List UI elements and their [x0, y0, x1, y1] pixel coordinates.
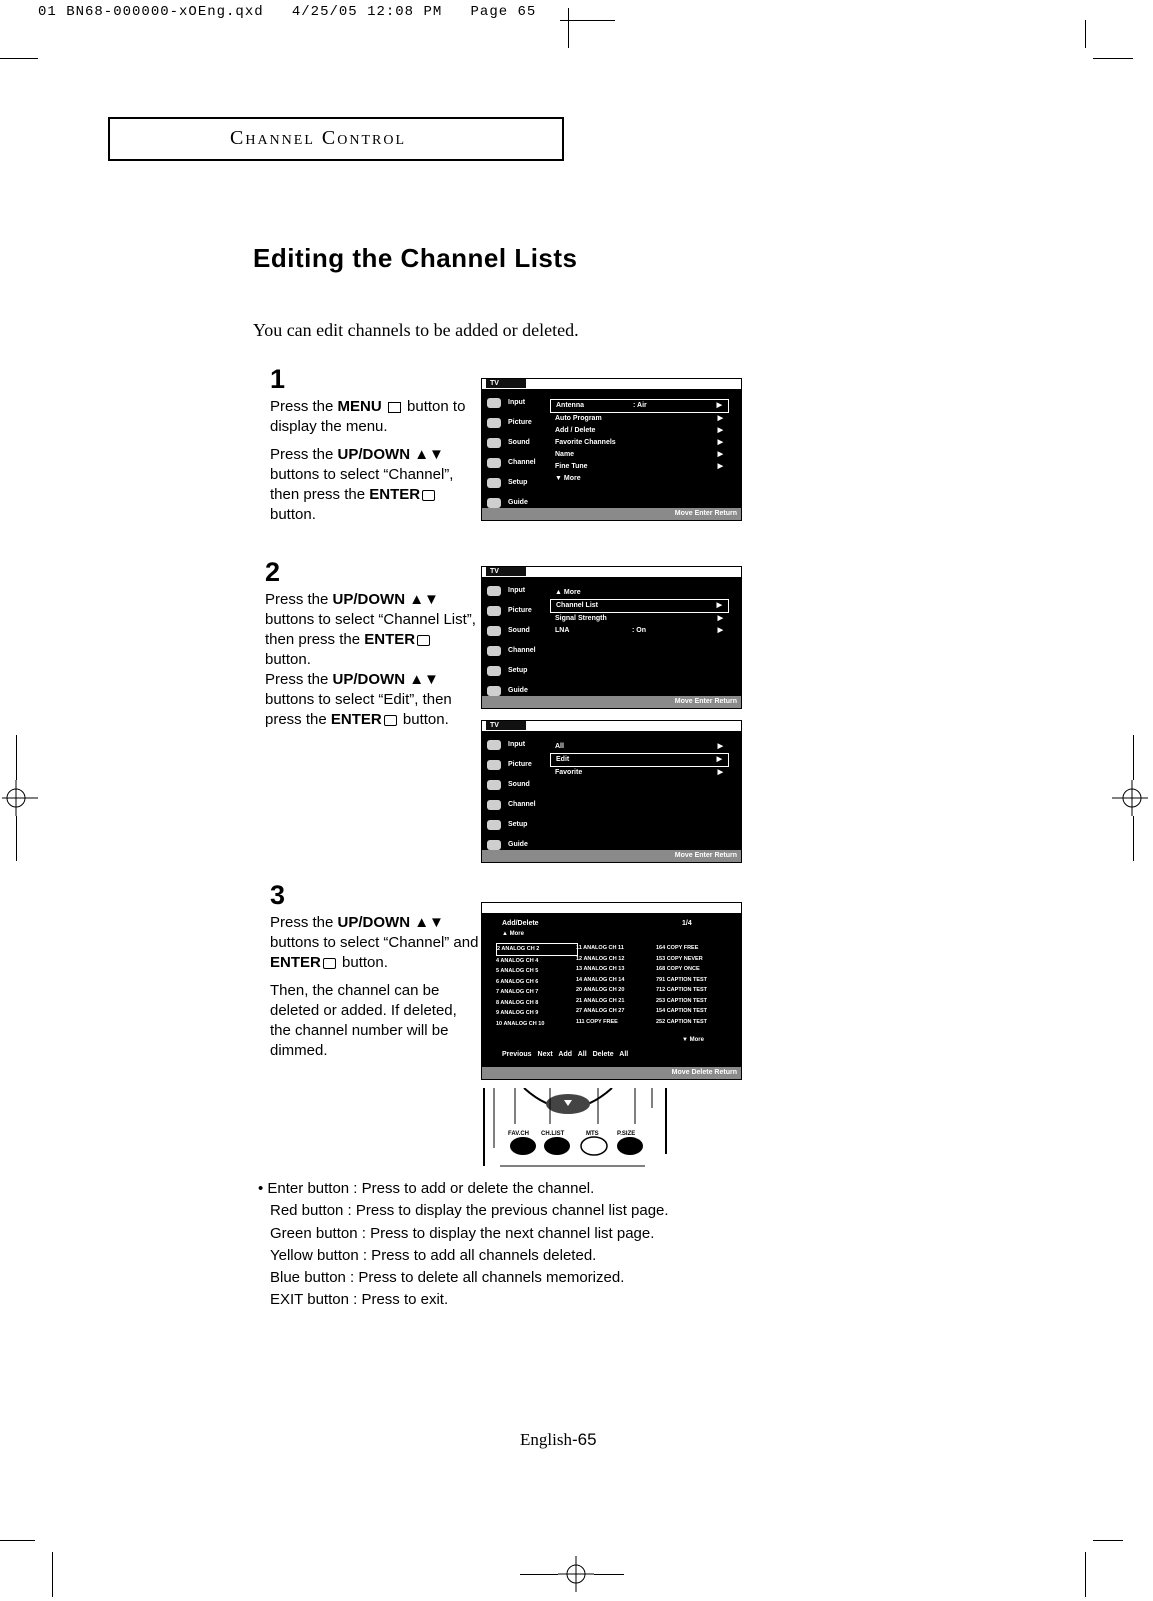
add-all-label: Add All: [558, 1051, 587, 1058]
bullet-green: Green button : Press to display the next channel list page.: [270, 1224, 655, 1242]
channel-entry: 253 CAPTION TEST: [656, 997, 708, 1004]
channel-entry: 2 ANALOG CH 2: [496, 943, 578, 956]
menu-list: [550, 399, 729, 485]
channel-entry: 20 ANALOG CH 20: [576, 987, 625, 993]
arrow-right-icon: ▶: [717, 439, 723, 446]
sidebar-item-setup: Setup: [484, 661, 548, 681]
intro-text: You can edit channels to be added or deleted.: [253, 320, 579, 340]
sidebar-item-sound: Sound: [484, 621, 548, 641]
crop-mark: [16, 735, 17, 780]
button-descriptions: [258, 1178, 669, 1312]
slug-time: 12:08 PM: [367, 4, 443, 20]
crop-mark: [520, 1574, 558, 1575]
step-1-text: [270, 397, 480, 533]
sidebar-item-picture: Picture: [484, 413, 548, 433]
registration-crosshair-icon: [558, 1556, 594, 1592]
channel-entry: 27 ANALOG CH 27: [576, 1008, 625, 1014]
screen-top-bar: [482, 903, 741, 915]
channel-entry: 21 ANALOG CH 21: [576, 997, 625, 1004]
arrow-right-icon: ▶: [717, 769, 723, 776]
channel-entry: 712 CAPTION TEST: [656, 987, 708, 993]
menu-item: Signal Strength ▶: [550, 613, 729, 625]
page-number: [520, 1430, 597, 1450]
arrow-right-icon: ▶: [717, 615, 723, 622]
menu-item: Fine Tune ▶: [550, 461, 729, 473]
enter-icon: [422, 490, 435, 501]
fav-ch-label: FAV.CH: [508, 1131, 530, 1137]
step-paragraph: Press the MENU button to display the menu.: [270, 398, 466, 435]
channel-column-2: [576, 943, 658, 1027]
crop-mark: [16, 816, 17, 861]
fav-ch-button: [510, 1137, 536, 1155]
remote-control-illustration: [480, 1088, 670, 1168]
crop-mark: [1085, 20, 1086, 48]
sidebar-item-sound: Sound: [484, 433, 548, 453]
mts-button: [581, 1137, 607, 1155]
slug-date: 4/25/05: [291, 4, 358, 20]
sidebar-item-guide: Guide: [484, 493, 548, 513]
channel-entry: 154 CAPTION TEST: [656, 1008, 708, 1014]
arrow-right-icon: ▶: [717, 743, 723, 750]
channel-entry: 7 ANALOG CH 7: [496, 989, 539, 995]
channel-list-header: Add/Delete: [502, 920, 539, 927]
screen-top-bar: [482, 379, 741, 391]
sidebar-item-channel: Channel: [484, 453, 548, 473]
sidebar-item-sound: Sound: [484, 775, 548, 795]
tv-menu-screen-3: [481, 720, 742, 863]
screen-top-bar: [482, 721, 741, 733]
slug-page-number: 65: [517, 4, 537, 20]
arrow-right-icon: ▶: [716, 756, 722, 763]
crop-mark: [1133, 735, 1134, 780]
tv-logo: TV: [486, 721, 526, 730]
slug-file: 01 BN68-000000-xOEng.qxd: [38, 4, 264, 20]
step-paragraph: Press the UP/DOWN ▲▼ buttons to select “Channel”, then press the ENTER button.: [270, 446, 454, 523]
bullet-yellow: Yellow button : Press to add all channels deleted.: [270, 1246, 597, 1264]
delete-all-label: Delete All: [592, 1051, 629, 1058]
step-3-text: [270, 913, 480, 1069]
channel-entry: 12 ANALOG CH 12: [576, 955, 625, 962]
menu-sidebar: [484, 581, 548, 701]
arrow-right-icon: ▶: [716, 402, 722, 409]
ch-list-button: [544, 1137, 570, 1155]
sidebar-item-channel: Channel: [484, 641, 548, 661]
p-size-button: [617, 1137, 643, 1155]
registration-crosshair-icon: [1112, 780, 1148, 816]
menu-icon: [388, 402, 401, 413]
crop-mark: [568, 8, 569, 48]
menu-item: ▲ More: [555, 589, 581, 596]
previous-label: Previous: [502, 1051, 532, 1058]
arrow-right-icon: ▶: [716, 602, 722, 609]
more-up-label: ▲ More: [502, 931, 524, 937]
sidebar-item-channel: Channel: [484, 795, 548, 815]
channel-entry: 11 ANALOG CH 11: [576, 945, 624, 951]
channel-entry: 6 ANALOG CH 6: [496, 978, 539, 985]
sidebar-item-setup: Setup: [484, 473, 548, 493]
step-3-number: 3: [270, 880, 286, 910]
menu-item: Auto Program ▶: [550, 413, 729, 425]
screen-bottom-bar: Move Enter Return: [482, 508, 741, 520]
channel-entry: 252 CAPTION TEST: [656, 1018, 708, 1025]
crop-mark: [0, 58, 38, 59]
sidebar-item-input: Input: [484, 581, 548, 601]
sidebar-item-setup: Setup: [484, 815, 548, 835]
screen-bottom-bar: Move Delete Return: [482, 1067, 741, 1079]
print-slug: [38, 4, 536, 20]
enter-icon: [323, 958, 336, 969]
sidebar-item-guide: Guide: [484, 835, 548, 855]
crop-mark: [594, 1574, 624, 1575]
registration-crosshair-icon: [2, 780, 38, 816]
crop-mark: [1133, 816, 1134, 861]
sidebar-item-input: Input: [484, 735, 548, 755]
next-label: Next: [537, 1051, 553, 1058]
page-footer-word: English: [520, 1430, 572, 1449]
channel-list-footer: [502, 1051, 628, 1058]
screen-bottom-bar: Move Enter Return: [482, 696, 741, 708]
crop-mark: [1093, 1540, 1123, 1541]
channel-entry: 10 ANALOG CH 10: [496, 1020, 545, 1027]
page-footer-number: -65: [571, 1430, 597, 1449]
ch-list-label: CH.LIST: [541, 1131, 565, 1137]
step-paragraph: Press the UP/DOWN ▲▼ buttons to select “Channel” and ENTER button.: [270, 914, 479, 971]
menu-sidebar: [484, 393, 548, 513]
step-2-text: [265, 590, 480, 738]
channel-entry: 13 ANALOG CH 13: [576, 966, 625, 972]
step-paragraph: Then, the channel can be deleted or added. If deleted, the channel number will be dimmed.: [270, 982, 457, 1059]
p-size-label: P.SIZE: [617, 1131, 636, 1137]
menu-item: Edit ▶: [550, 753, 729, 767]
channel-column-1: [496, 943, 578, 1029]
menu-list: [550, 587, 729, 637]
channel-entry: 791 CAPTION TEST: [656, 976, 708, 983]
section-label: Channel Control: [230, 127, 406, 149]
enter-icon: [417, 635, 430, 646]
bullet-enter: • Enter button : Press to add or delete the channel.: [258, 1180, 595, 1197]
sidebar-item-guide: Guide: [484, 681, 548, 701]
screen-bottom-bar: Move Enter Return: [482, 850, 741, 862]
channel-entry: 9 ANALOG CH 9: [496, 1010, 539, 1016]
arrow-right-icon: ▶: [717, 451, 723, 458]
channel-entry: 14 ANALOG CH 14: [576, 976, 625, 983]
arrow-right-icon: ▶: [717, 627, 723, 634]
more-down-label: ▼ More: [682, 1037, 704, 1043]
bullet-red: Red button : Press to display the previous channel list page.: [270, 1202, 669, 1220]
step-paragraph: Press the UP/DOWN ▲▼ buttons to select “Channel List”, then press the ENTER button. Press the UP/DOWN ▲▼ buttons to select “Edit”, then press the ENTER button.: [265, 591, 476, 728]
screen-top-bar: [482, 567, 741, 579]
slug-page-label: Page: [470, 4, 509, 20]
arrow-right-icon: ▶: [717, 415, 723, 422]
menu-item: Favorite ▶: [550, 767, 729, 779]
step-2-number: 2: [265, 557, 281, 587]
menu-item: Favorite Channels ▶: [550, 437, 729, 449]
channel-list-screen: [481, 902, 742, 1080]
step-1-number: 1: [270, 364, 286, 394]
menu-item: All ▶: [550, 741, 729, 753]
menu-item: Add / Delete ▶: [550, 425, 729, 437]
channel-entry: 168 COPY ONCE: [656, 966, 700, 972]
tv-menu-screen-1: [481, 378, 742, 521]
mts-label: MTS: [586, 1131, 599, 1137]
crop-mark: [0, 1540, 35, 1541]
channel-entry: 5 ANALOG CH 5: [496, 968, 539, 974]
menu-item: Channel List ▶: [550, 599, 729, 613]
arrow-right-icon: ▶: [717, 427, 723, 434]
bullet-blue: Blue button : Press to delete all channels memorized.: [270, 1269, 625, 1287]
channel-column-3: [656, 943, 738, 1027]
channel-entry: 111 COPY FREE: [576, 1018, 618, 1025]
channel-entry: 8 ANALOG CH 8: [496, 999, 539, 1006]
menu-item: Antenna : Air ▶: [550, 399, 729, 413]
bullet-exit: EXIT button : Press to exit.: [270, 1291, 449, 1309]
channel-entry: 153 COPY NEVER: [656, 955, 703, 962]
tv-menu-screen-2: [481, 566, 742, 709]
channel-list-page: 1/4: [682, 920, 692, 927]
menu-item: LNA : On ▶: [550, 625, 729, 637]
enter-icon: [384, 715, 397, 726]
menu-item: ▼ More: [555, 475, 581, 482]
sidebar-item-input: Input: [484, 393, 548, 413]
tv-logo: TV: [486, 379, 526, 388]
menu-list: [550, 741, 729, 779]
arrow-right-icon: ▶: [717, 463, 723, 470]
sidebar-item-picture: Picture: [484, 755, 548, 775]
tv-logo: TV: [486, 567, 526, 576]
sidebar-item-picture: Picture: [484, 601, 548, 621]
channel-entry: 164 COPY FREE: [656, 945, 699, 951]
menu-sidebar: [484, 735, 548, 855]
menu-item: Name ▶: [550, 449, 729, 461]
page-title: Editing the Channel Lists: [253, 243, 578, 273]
channel-entry: 4 ANALOG CH 4: [496, 957, 539, 964]
crop-mark: [52, 1552, 53, 1597]
crop-mark: [1093, 58, 1133, 59]
crop-mark: [1085, 1552, 1086, 1597]
